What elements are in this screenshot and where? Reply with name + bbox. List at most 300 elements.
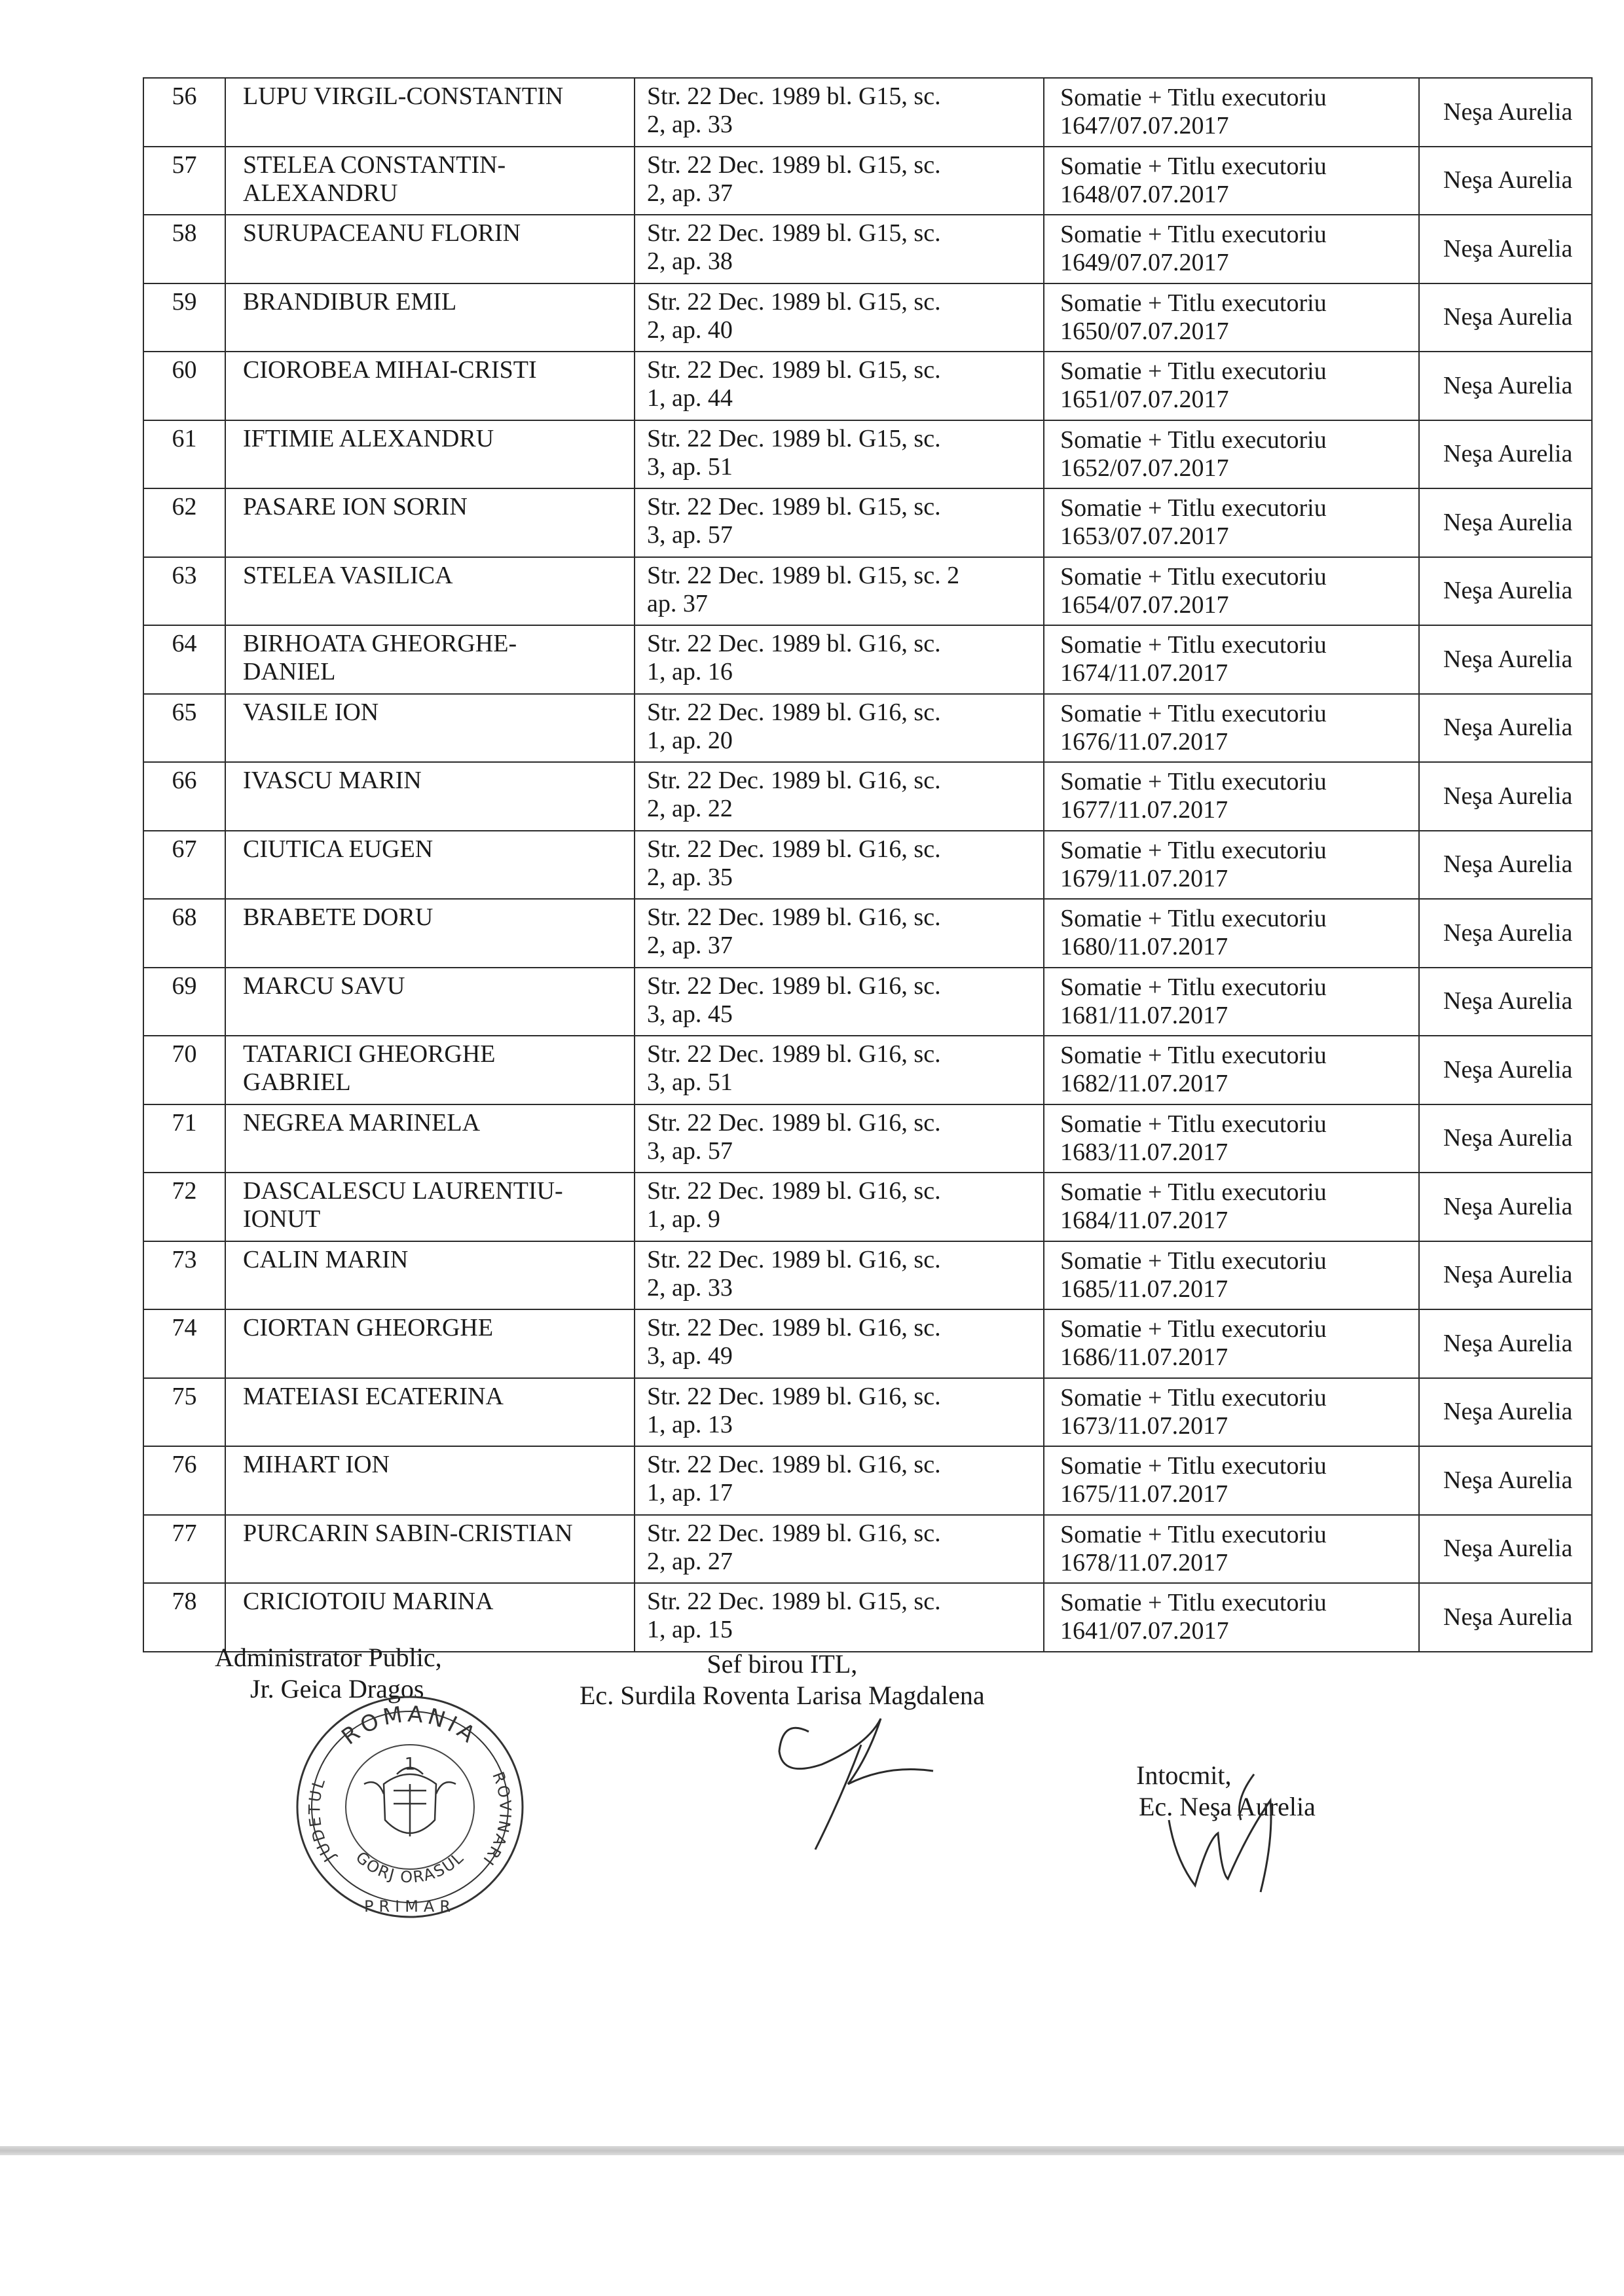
document-cell [1044, 625, 1419, 694]
stamp-center-number: 1 [404, 1755, 416, 1774]
taxpayer-name-cell [225, 1378, 635, 1447]
handwritten-signature-intocmit-icon [1156, 1761, 1313, 1899]
address-line: 2, ap. 22 [647, 795, 733, 822]
table-row [143, 1446, 1592, 1515]
responsible-name: Neşa Aurelia [1443, 577, 1573, 605]
row-number-cell [143, 1515, 225, 1584]
taxpayer-name-line: NEGREA MARINELA [243, 1108, 481, 1137]
table-row [143, 488, 1592, 557]
document-line: Somatie + Titlu executoriu [1060, 1110, 1327, 1138]
row-number-cell [143, 968, 225, 1036]
responsible-cell [1419, 352, 1592, 420]
address-line: Str. 22 Dec. 1989 bl. G16, sc. [647, 972, 941, 1000]
row-number: 68 [172, 903, 197, 931]
document-line: 1679/11.07.2017 [1060, 864, 1228, 892]
address-cell [635, 1378, 1044, 1447]
taxpayer-name-line: CIUTICA EUGEN [243, 835, 434, 863]
responsible-name: Neşa Aurelia [1443, 303, 1573, 331]
signature-itl-name: Ec. Surdila Roventa Larisa Magdalena [580, 1681, 985, 1710]
taxpayer-name-cell [225, 352, 635, 420]
table-row [143, 352, 1592, 420]
address-line: Str. 22 Dec. 1989 bl. G15, sc. [647, 151, 941, 179]
address-line: 2, ap. 33 [647, 111, 733, 138]
document-cell [1044, 1173, 1419, 1241]
responsible-name: Neşa Aurelia [1443, 919, 1573, 947]
taxpayer-name-cell [225, 625, 635, 694]
responsible-cell [1419, 1378, 1592, 1447]
responsible-name: Neşa Aurelia [1443, 645, 1573, 673]
document-line: Somatie + Titlu executoriu [1060, 1315, 1327, 1343]
address-line: Str. 22 Dec. 1989 bl. G16, sc. [647, 1382, 941, 1410]
document-line: 1684/11.07.2017 [1060, 1207, 1228, 1234]
taxpayer-name-cell [225, 488, 635, 557]
address-line: Str. 22 Dec. 1989 bl. G16, sc. [647, 1451, 941, 1478]
address-cell [635, 968, 1044, 1036]
responsible-cell [1419, 762, 1592, 831]
taxpayer-name-cell [225, 968, 635, 1036]
taxpayer-name-line: STELEA VASILICA [243, 561, 453, 589]
address-line: 1, ap. 17 [647, 1479, 733, 1506]
address-cell [635, 899, 1044, 968]
document-line: Somatie + Titlu executoriu [1060, 905, 1327, 932]
address-line: Str. 22 Dec. 1989 bl. G15, sc. [647, 219, 941, 247]
document-line: 1651/07.07.2017 [1060, 386, 1229, 413]
row-number-cell [143, 1173, 225, 1241]
row-number-cell [143, 557, 225, 626]
address-line: 1, ap. 15 [647, 1616, 733, 1643]
document-cell [1044, 147, 1419, 215]
taxpayer-name-cell [225, 78, 635, 147]
document-line: Somatie + Titlu executoriu [1060, 973, 1327, 1001]
row-number-cell [143, 1241, 225, 1310]
document-line: Somatie + Titlu executoriu [1060, 1452, 1327, 1480]
taxpayer-name-line: CIOROBEA MIHAI-CRISTI [243, 356, 537, 384]
document-line: 1685/11.07.2017 [1060, 1275, 1228, 1303]
taxpayer-name-line: CALIN MARIN [243, 1245, 409, 1273]
stamp-top-text: ROMANIA [337, 1701, 483, 1751]
table-row [143, 1309, 1592, 1378]
taxpayer-name-cell [225, 899, 635, 968]
address-cell [635, 694, 1044, 763]
address-cell [635, 352, 1044, 420]
taxpayer-name-cell [225, 1515, 635, 1584]
row-number: 63 [172, 561, 197, 589]
address-line: 2, ap. 37 [647, 179, 733, 207]
document-cell [1044, 694, 1419, 763]
document-line: Somatie + Titlu executoriu [1060, 1178, 1327, 1206]
document-line: Somatie + Titlu executoriu [1060, 1383, 1327, 1412]
row-number: 72 [172, 1177, 197, 1205]
document-line: 1680/11.07.2017 [1060, 933, 1228, 960]
row-number-cell [143, 352, 225, 420]
row-number: 58 [172, 219, 197, 247]
responsible-name: Neşa Aurelia [1443, 1124, 1573, 1152]
stamp-right-text: ROVINARI [478, 1769, 515, 1870]
responsible-name: Neşa Aurelia [1443, 440, 1573, 468]
document-line: 1678/11.07.2017 [1060, 1548, 1228, 1576]
row-number-cell [143, 488, 225, 557]
row-number: 70 [172, 1040, 197, 1068]
table-row [143, 1104, 1592, 1173]
taxpayer-name-line: IVASCU MARIN [243, 767, 422, 794]
taxpayer-name-line: BIRHOATA GHEORGHE- [243, 630, 517, 657]
row-number-cell [143, 215, 225, 283]
document-cell [1044, 762, 1419, 831]
address-line: Str. 22 Dec. 1989 bl. G15, sc. [647, 424, 941, 452]
svg-text:ROVINARI [479, 1769, 515, 1870]
row-number-cell [143, 420, 225, 489]
responsible-name: Neşa Aurelia [1443, 782, 1573, 810]
address-line: 2, ap. 33 [647, 1273, 733, 1302]
document-cell [1044, 1583, 1419, 1652]
taxpayer-name-cell [225, 283, 635, 352]
address-line: Str. 22 Dec. 1989 bl. G15, sc. [647, 356, 941, 384]
row-number: 69 [172, 972, 197, 1000]
taxpayer-name-line: PASARE ION SORIN [243, 493, 468, 520]
stamp-bottom-text: GORJ ORASUL [352, 1848, 468, 1887]
document-line: Somatie + Titlu executoriu [1060, 494, 1327, 522]
address-line: Str. 22 Dec. 1989 bl. G15, sc. 2 [647, 561, 960, 589]
document-line: 1683/11.07.2017 [1060, 1138, 1228, 1166]
table-row [143, 899, 1592, 968]
handwritten-signature-itl-icon [769, 1705, 953, 1856]
document-cell [1044, 899, 1419, 968]
address-line: Str. 22 Dec. 1989 bl. G16, sc. [647, 767, 941, 794]
document-line: Somatie + Titlu executoriu [1060, 152, 1327, 180]
table-row [143, 625, 1592, 694]
address-line: 3, ap. 45 [647, 1000, 733, 1028]
taxpayer-name-line: MARCU SAVU [243, 972, 405, 1000]
document-cell [1044, 1446, 1419, 1515]
stamp-left-text: JUDETUL [305, 1774, 339, 1865]
responsible-cell [1419, 488, 1592, 557]
address-cell [635, 283, 1044, 352]
document-line: 1676/11.07.2017 [1060, 727, 1228, 756]
address-cell [635, 1036, 1044, 1104]
row-number-cell [143, 1309, 225, 1378]
taxpayer-name-line: STELEA CONSTANTIN- [243, 151, 506, 179]
row-number: 60 [172, 356, 197, 384]
address-line: Str. 22 Dec. 1989 bl. G15, sc. [647, 493, 941, 520]
responsible-name: Neşa Aurelia [1443, 166, 1573, 194]
document-line: Somatie + Titlu executoriu [1060, 221, 1327, 248]
taxpayer-name-line: MIHART ION [243, 1451, 390, 1478]
row-number: 74 [172, 1314, 197, 1341]
taxpayer-name-cell [225, 1104, 635, 1173]
responsible-name: Neşa Aurelia [1443, 850, 1573, 879]
table-row [143, 420, 1592, 489]
taxpayer-name-cell [225, 1173, 635, 1241]
address-line: Str. 22 Dec. 1989 bl. G16, sc. [647, 1177, 941, 1205]
address-cell [635, 1515, 1044, 1584]
responsible-cell [1419, 1173, 1592, 1241]
table-row [143, 147, 1592, 215]
stamp-base-text: PRIMAR [363, 1897, 456, 1916]
document-cell [1044, 968, 1419, 1036]
row-number: 59 [172, 287, 197, 316]
taxpayer-name-cell [225, 557, 635, 626]
responsible-name: Neşa Aurelia [1443, 1261, 1573, 1289]
document-line: 1652/07.07.2017 [1060, 454, 1229, 482]
row-number-cell [143, 1583, 225, 1652]
document-cell [1044, 557, 1419, 626]
document-cell [1044, 420, 1419, 489]
responsible-cell [1419, 1241, 1592, 1310]
table-row [143, 1583, 1592, 1652]
signature-intocmit-name: Ec. Neşa Aurelia [1139, 1792, 1316, 1821]
row-number: 77 [172, 1519, 197, 1547]
responsible-cell [1419, 831, 1592, 900]
document-cell [1044, 352, 1419, 420]
taxpayer-name-line: CRICIOTOIU MARINA [243, 1588, 494, 1615]
address-cell [635, 831, 1044, 900]
row-number-cell [143, 762, 225, 831]
table-row [143, 1378, 1592, 1447]
responsible-cell [1419, 625, 1592, 694]
address-cell [635, 1173, 1044, 1241]
address-cell [635, 1446, 1044, 1515]
taxpayer-name-line: IFTIMIE ALEXANDRU [243, 424, 494, 452]
table-row [143, 215, 1592, 283]
responsible-name: Neşa Aurelia [1443, 1603, 1573, 1631]
document-line: 1649/07.07.2017 [1060, 249, 1229, 276]
address-line: 2, ap. 40 [647, 316, 733, 344]
document-line: Somatie + Titlu executoriu [1060, 1247, 1327, 1275]
row-number: 71 [172, 1108, 197, 1137]
scan-edge [0, 2146, 1624, 2155]
row-number: 73 [172, 1245, 197, 1273]
svg-text:JUDETUL [305, 1775, 339, 1867]
row-number: 65 [172, 698, 197, 726]
document-line: 1650/07.07.2017 [1060, 317, 1229, 345]
taxpayer-name-line: IONUT [243, 1205, 321, 1233]
row-number: 67 [172, 835, 197, 863]
row-number-cell [143, 625, 225, 694]
taxpayer-name-line: BRANDIBUR EMIL [243, 287, 457, 316]
row-number: 75 [172, 1382, 197, 1410]
document-cell [1044, 1309, 1419, 1378]
signature-admin-title: Administrator Public, [215, 1643, 442, 1672]
document-line: 1648/07.07.2017 [1060, 180, 1229, 208]
responsible-cell [1419, 557, 1592, 626]
address-cell [635, 147, 1044, 215]
row-number-cell [143, 1036, 225, 1104]
document-line: Somatie + Titlu executoriu [1060, 1520, 1327, 1548]
taxpayer-name-line: PURCARIN SABIN-CRISTIAN [243, 1519, 573, 1547]
document-line: 1673/11.07.2017 [1060, 1412, 1228, 1440]
document-line: Somatie + Titlu executoriu [1060, 562, 1327, 591]
table-row [143, 968, 1592, 1036]
document-line: 1675/11.07.2017 [1060, 1480, 1228, 1508]
document-cell [1044, 1036, 1419, 1104]
address-line: Str. 22 Dec. 1989 bl. G16, sc. [647, 1245, 941, 1273]
address-line: Str. 22 Dec. 1989 bl. G16, sc. [647, 1040, 941, 1068]
row-number: 64 [172, 630, 197, 657]
taxpayers-table [143, 77, 1593, 1652]
row-number: 57 [172, 151, 197, 179]
row-number: 62 [172, 493, 197, 520]
document-line: Somatie + Titlu executoriu [1060, 631, 1327, 659]
responsible-cell [1419, 1036, 1592, 1104]
address-cell [635, 1583, 1044, 1652]
document-line: Somatie + Titlu executoriu [1060, 84, 1327, 111]
taxpayer-name-cell [225, 215, 635, 283]
address-line: 2, ap. 35 [647, 863, 733, 891]
row-number: 61 [172, 424, 197, 452]
taxpayer-name-line: TATARICI GHEORGHE [243, 1040, 496, 1068]
responsible-cell [1419, 1104, 1592, 1173]
table-row [143, 283, 1592, 352]
document-line: Somatie + Titlu executoriu [1060, 768, 1327, 795]
document-cell [1044, 831, 1419, 900]
address-cell [635, 488, 1044, 557]
responsible-cell [1419, 1446, 1592, 1515]
address-line: Str. 22 Dec. 1989 bl. G16, sc. [647, 903, 941, 931]
address-line: 1, ap. 13 [647, 1410, 733, 1438]
row-number-cell [143, 147, 225, 215]
address-line: Str. 22 Dec. 1989 bl. G16, sc. [647, 835, 941, 863]
address-line: 3, ap. 51 [647, 1068, 733, 1096]
address-cell [635, 78, 1044, 147]
table-row [143, 831, 1592, 900]
table-row [143, 762, 1592, 831]
taxpayer-name-cell [225, 147, 635, 215]
document-line: 1674/11.07.2017 [1060, 659, 1228, 687]
taxpayers-table-body [143, 78, 1592, 1652]
document-line: 1647/07.07.2017 [1060, 112, 1229, 139]
taxpayer-name-line: BRABETE DORU [243, 903, 434, 931]
taxpayer-name-line: DANIEL [243, 658, 336, 685]
address-cell [635, 215, 1044, 283]
address-cell [635, 1309, 1044, 1378]
signature-itl [580, 1649, 985, 1711]
svg-text:GORJ ORASUL [352, 1848, 468, 1887]
address-line: Str. 22 Dec. 1989 bl. G16, sc. [647, 698, 941, 726]
responsible-cell [1419, 420, 1592, 489]
address-cell [635, 762, 1044, 831]
responsible-name: Neşa Aurelia [1443, 1535, 1573, 1563]
document-line: 1653/07.07.2017 [1060, 522, 1229, 550]
taxpayer-name-cell [225, 1583, 635, 1652]
document-cell [1044, 488, 1419, 557]
row-number-cell [143, 1446, 225, 1515]
table-row [143, 78, 1592, 147]
taxpayer-name-cell [225, 1446, 635, 1515]
responsible-cell [1419, 899, 1592, 968]
taxpayer-name-line: DASCALESCU LAURENTIU- [243, 1177, 563, 1205]
document-line: Somatie + Titlu executoriu [1060, 1589, 1327, 1616]
official-stamp-icon [286, 1686, 534, 1925]
document-line: 1682/11.07.2017 [1060, 1070, 1228, 1097]
address-line: 1, ap. 44 [647, 384, 733, 412]
document-line: Somatie + Titlu executoriu [1060, 426, 1327, 454]
coat-of-arms-icon [364, 1768, 456, 1836]
address-line: Str. 22 Dec. 1989 bl. G15, sc. [647, 82, 941, 110]
address-line: 1, ap. 20 [647, 726, 733, 754]
table-row [143, 1515, 1592, 1584]
taxpayer-name-cell [225, 1036, 635, 1104]
address-cell [635, 557, 1044, 626]
responsible-name: Neşa Aurelia [1443, 1329, 1573, 1357]
address-cell [635, 420, 1044, 489]
address-line: 3, ap. 57 [647, 1137, 733, 1165]
document-cell [1044, 1104, 1419, 1173]
table-row [143, 557, 1592, 626]
responsible-cell [1419, 968, 1592, 1036]
taxpayer-name-line: LUPU VIRGIL-CONSTANTIN [243, 82, 564, 110]
taxpayer-name-line: MATEIASI ECATERINA [243, 1382, 504, 1410]
table-row [143, 1241, 1592, 1310]
address-line: Str. 22 Dec. 1989 bl. G16, sc. [647, 1519, 941, 1547]
taxpayer-name-cell [225, 694, 635, 763]
document-line: 1686/11.07.2017 [1060, 1343, 1228, 1371]
document-line: Somatie + Titlu executoriu [1060, 699, 1327, 727]
table-row [143, 1036, 1592, 1104]
address-line: 1, ap. 9 [647, 1205, 720, 1233]
row-number: 78 [172, 1588, 197, 1615]
address-line: 2, ap. 37 [647, 932, 733, 959]
document-line: Somatie + Titlu executoriu [1060, 289, 1327, 317]
signature-intocmit-title: Intocmit, [1136, 1760, 1232, 1790]
address-line: Str. 22 Dec. 1989 bl. G16, sc. [647, 630, 941, 657]
address-line: Str. 22 Dec. 1989 bl. G16, sc. [647, 1108, 941, 1137]
address-line: 3, ap. 57 [647, 521, 733, 549]
taxpayer-name-cell [225, 1309, 635, 1378]
address-cell [635, 1104, 1044, 1173]
document-cell [1044, 1241, 1419, 1310]
taxpayer-name-line: VASILE ION [243, 698, 379, 726]
responsible-name: Neşa Aurelia [1443, 371, 1573, 399]
address-cell [635, 1241, 1044, 1310]
taxpayer-name-line: ALEXANDRU [243, 179, 398, 207]
document-line: 1681/11.07.2017 [1060, 1001, 1228, 1029]
taxpayer-name-cell [225, 831, 635, 900]
signature-itl-title: Sef birou ITL, [707, 1649, 858, 1679]
document-line: 1654/07.07.2017 [1060, 591, 1229, 619]
row-number: 76 [172, 1451, 197, 1478]
address-line: 1, ap. 16 [647, 658, 733, 685]
responsible-cell [1419, 1309, 1592, 1378]
address-line: Str. 22 Dec. 1989 bl. G16, sc. [647, 1314, 941, 1341]
table-row [143, 1173, 1592, 1241]
row-number-cell [143, 694, 225, 763]
taxpayer-name-line: CIORTAN GHEORGHE [243, 1314, 494, 1341]
document-line: Somatie + Titlu executoriu [1060, 836, 1327, 864]
row-number-cell [143, 899, 225, 968]
responsible-name: Neşa Aurelia [1443, 98, 1573, 126]
document-line: 1677/11.07.2017 [1060, 796, 1228, 824]
document-cell [1044, 78, 1419, 147]
responsible-cell [1419, 1583, 1592, 1652]
taxpayer-name-cell [225, 1241, 635, 1310]
address-cell [635, 625, 1044, 694]
address-line: 3, ap. 51 [647, 452, 733, 481]
row-number: 56 [172, 82, 197, 110]
address-line: 3, ap. 49 [647, 1342, 733, 1370]
row-number-cell [143, 283, 225, 352]
row-number-cell [143, 1104, 225, 1173]
responsible-name: Neşa Aurelia [1443, 1398, 1573, 1426]
document-cell [1044, 283, 1419, 352]
row-number-cell [143, 1378, 225, 1447]
address-line: 2, ap. 27 [647, 1547, 733, 1575]
document-line: Somatie + Titlu executoriu [1060, 1042, 1327, 1069]
document-cell [1044, 1378, 1419, 1447]
taxpayer-name-cell [225, 420, 635, 489]
responsible-cell [1419, 215, 1592, 283]
responsible-name: Neşa Aurelia [1443, 987, 1573, 1015]
responsible-name: Neşa Aurelia [1443, 1055, 1573, 1084]
